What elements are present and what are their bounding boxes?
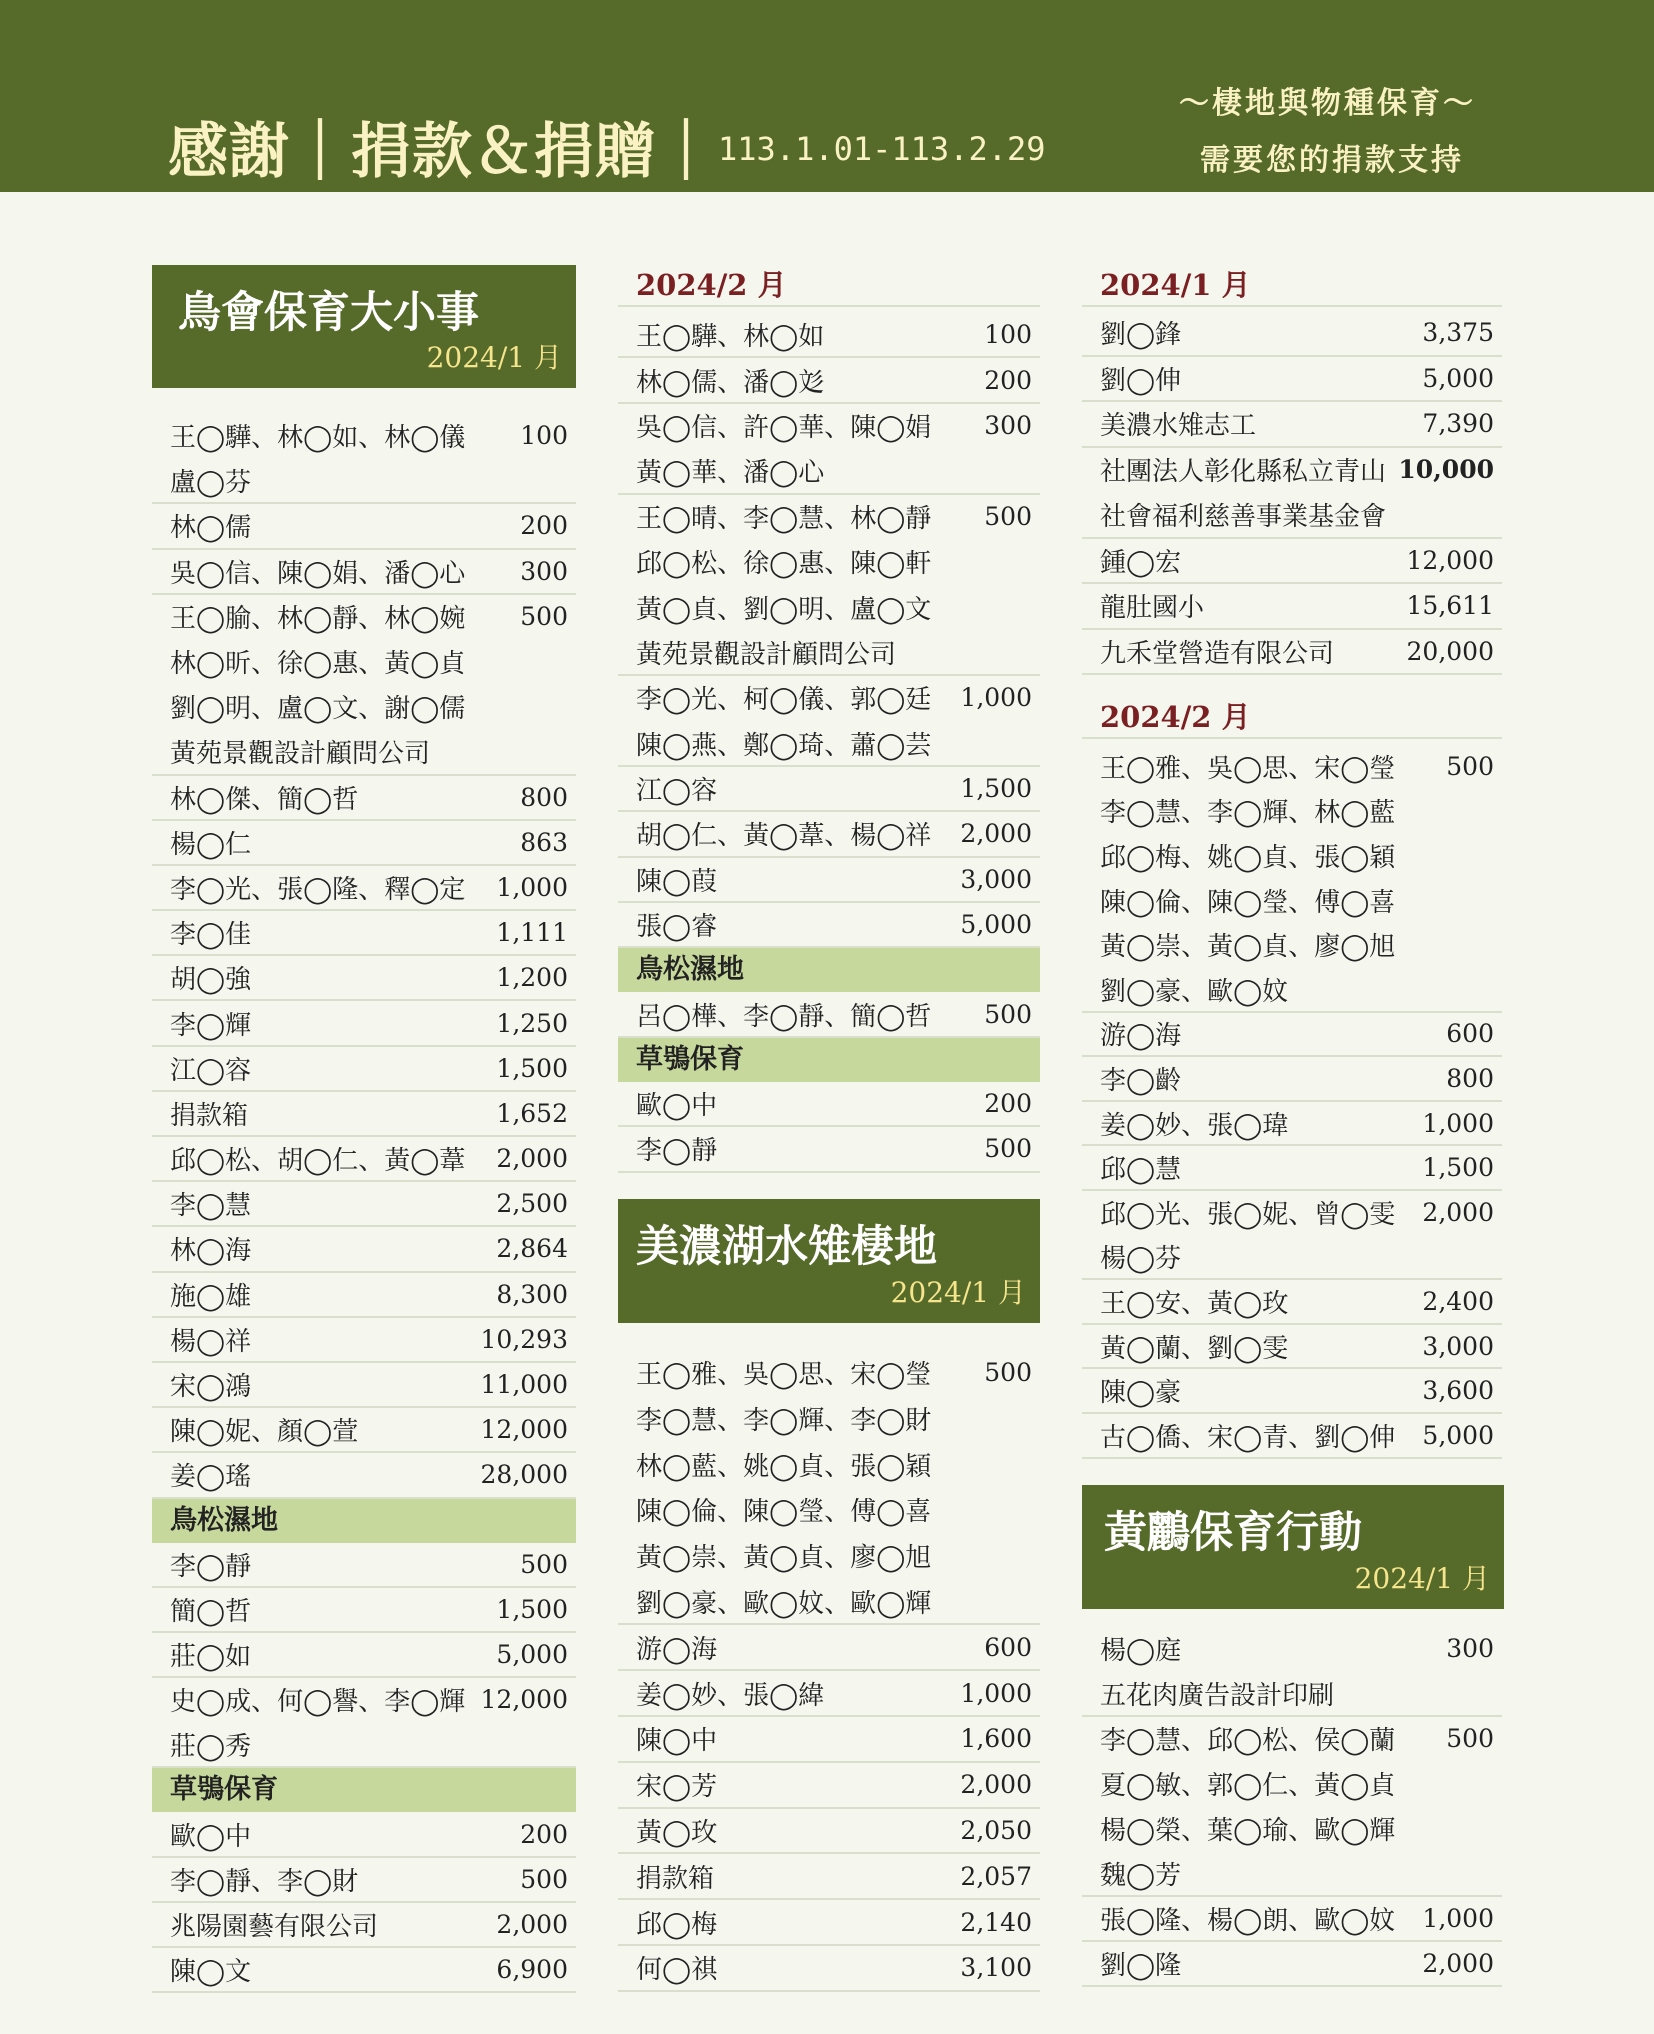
donation-amount: 2,500 [496,1189,568,1219]
donor-name: 施◯雄 [170,1281,252,1312]
donor-name: 李◯光、張◯隆、釋◯定 [170,874,466,905]
donor-row [618,358,1040,403]
donor-row [152,1723,576,1768]
donor-name: 王◯驊、林◯如、林◯儀 [170,423,466,454]
tagline-2: 需要您的捐款支持 [1200,143,1464,178]
donor-name: 李◯齡 [1100,1065,1182,1096]
donor-row [152,1092,576,1137]
donor-row [152,1903,576,1948]
donor-row [1082,1762,1502,1807]
donor-row [1082,923,1502,968]
donor-row [152,1678,576,1723]
donor-name: 林◯傑、簡◯哲 [170,784,359,815]
donation-amount: 3,000 [1422,1331,1494,1361]
donor-row [1082,1013,1502,1058]
donor-name: 呂◯樺、李◯靜、簡◯哲 [636,1001,932,1032]
donation-amount: 500 [520,1864,568,1894]
donor-row [1082,1369,1502,1414]
donor-row [618,1900,1040,1946]
donor-row [1082,1717,1502,1762]
donation-amount: 200 [984,365,1032,395]
donor-row [618,722,1040,767]
donor-name: 陳◯文 [170,1957,252,1988]
donor-row [618,585,1040,630]
donor-name: 九禾堂營造有限公司 [1100,638,1335,669]
donor-name: 李◯光、柯◯儀、郭◯廷 [636,685,932,716]
donor-name: 林◯昕、徐◯惠、黃◯貞 [170,649,466,680]
donor-name: 游◯海 [636,1634,718,1665]
donor-name: 歐◯中 [636,1091,718,1122]
section-box-title: 鳥會保育大小事 [178,288,479,338]
donation-amount: 8,300 [496,1279,568,1309]
donor-name: 魏◯芳 [1100,1860,1182,1891]
donation-amount: 1,500 [496,1594,568,1624]
donor-row [1082,1146,1502,1191]
donor-row [152,1588,576,1633]
donor-name: 王◯雅、吳◯思、宋◯瑩 [1100,753,1396,784]
donor-list [152,414,576,1499]
donor-name: 陳◯燕、鄭◯琦、蕭◯芸 [636,730,932,761]
donor-name: 古◯僑、宋◯青、劉◯伸 [1100,1422,1396,1453]
donor-row [152,1408,576,1453]
donor-name: 王◯雅、吳◯思、宋◯瑩 [636,1360,932,1391]
donor-row [152,1543,576,1588]
donation-amount: 2,050 [960,1816,1032,1845]
donor-row [1082,1414,1502,1459]
donor-row [618,1625,1040,1671]
donation-amount: 3,000 [960,864,1032,894]
donor-row [618,631,1040,676]
donor-row [152,414,576,459]
donor-name: 李◯慧、李◯輝、李◯財 [636,1405,932,1436]
donation-amount: 200 [520,1819,568,1849]
donation-amount: 1,000 [1422,1108,1494,1138]
donation-amount: 500 [984,1358,1032,1388]
month-heading: 2024/2 月 [1082,697,1502,739]
donation-amount: 5,000 [960,910,1032,940]
donor-row [1082,1942,1502,1987]
donation-amount: 500 [984,1134,1032,1164]
donor-list [152,1543,576,1769]
donor-row [1082,1852,1502,1897]
donation-amount: 1,000 [960,683,1032,713]
donor-row [1082,448,1502,494]
subsection-title: 鳥松濕地 [152,1499,576,1543]
donor-list [618,1351,1040,1992]
donor-name: 黃◯崇、黃◯貞、廖◯旭 [1100,932,1396,963]
subsection-title: 鳥松濕地 [618,948,1040,992]
donation-amount: 300 [1446,1633,1494,1663]
donor-name: 姜◯妙、張◯瑋 [1100,1110,1289,1141]
donor-row [152,956,576,1001]
donor-row [152,685,576,730]
tagline-1: ～棲地與物種保育～ [1179,86,1476,121]
donor-row [1082,493,1502,539]
donor-name: 劉◯豪、歐◯妏、歐◯輝 [636,1589,932,1620]
donation-amount: 1,000 [496,872,568,902]
subsection-title: 草鴞保育 [152,1768,576,1812]
donor-name: 李◯靜 [170,1551,252,1582]
donor-name: 捐款箱 [170,1100,249,1131]
donor-row [152,459,576,504]
donor-row [618,992,1040,1037]
donation-amount: 7,390 [1422,409,1494,439]
donor-list [618,1082,1040,1173]
donation-amount: 5,000 [1422,1420,1494,1450]
donor-row [152,1453,576,1498]
donor-row [152,1227,576,1272]
donor-name: 史◯成、何◯譽、李◯輝 [170,1687,466,1718]
donation-amount: 100 [984,320,1032,350]
donor-name: 黃◯貞、劉◯明、盧◯文 [636,594,932,625]
donor-row [152,821,576,866]
donor-name: 楊◯庭 [1100,1635,1182,1666]
donor-name: 邱◯松、徐◯惠、陳◯軒 [636,549,932,580]
page-title: 感謝｜捐款＆捐贈｜ [168,117,717,187]
donor-name: 江◯容 [170,1055,252,1086]
donation-amount: 200 [520,511,568,541]
donation-amount: 10,293 [480,1324,568,1354]
donor-row [1082,968,1502,1013]
donor-list [152,1812,576,1993]
donor-row [1082,1102,1502,1147]
donor-row [152,1318,576,1363]
donor-row [152,1948,576,1993]
donor-row [152,730,576,775]
donation-amount: 20,000 [1406,636,1494,666]
donor-name: 盧◯芬 [170,468,252,499]
donation-amount: 2,000 [960,1770,1032,1800]
donation-amount: 28,000 [480,1460,568,1490]
section-box-meinong-lake [618,1199,1040,1323]
donor-row [1082,1057,1502,1102]
donor-name: 黃◯崇、黃◯貞、廖◯旭 [636,1543,932,1574]
donation-amount: 2,000 [1422,1948,1494,1978]
donor-name: 劉◯豪、歐◯妏 [1100,976,1289,1007]
donor-row [1082,1191,1502,1236]
donor-name: 龍肚國小 [1100,593,1205,624]
donor-name: 姜◯瑤 [170,1462,252,1493]
donation-amount: 6,900 [496,1955,568,1985]
donor-name: 姜◯妙、張◯緯 [636,1680,825,1711]
donor-row [1082,745,1502,790]
donor-list [618,992,1040,1037]
donor-row [1082,834,1502,879]
donor-row [1082,1236,1502,1281]
donor-row [152,1273,576,1318]
donor-row [152,1137,576,1182]
donor-row [618,1534,1040,1580]
month-heading: 2024/2 月 [618,265,1040,307]
donation-amount: 2,000 [1422,1197,1494,1227]
donation-amount: 1,200 [496,963,568,993]
donation-amount: 500 [984,999,1032,1029]
donation-amount: 1,600 [960,1724,1032,1754]
donor-row [618,313,1040,358]
donor-row [1082,1325,1502,1370]
donor-row [152,1047,576,1092]
section-box-title: 黃鸝保育行動 [1104,1507,1362,1558]
donation-amount: 1,652 [496,1098,568,1128]
donation-amount: 12,000 [1406,545,1494,575]
donor-name: 吳◯信、陳◯娟、潘◯心 [170,558,466,589]
date-range: 113.1.01-113.2.29 [718,130,1046,168]
page-header [0,0,1654,192]
section-box-bird-society [152,265,576,388]
donor-name: 五花肉廣告設計印刷 [1100,1680,1335,1711]
donor-row [152,1363,576,1408]
donor-list [1082,745,1502,1459]
donor-list [1082,311,1502,675]
donor-name: 捐款箱 [636,1863,715,1894]
donor-name: 楊◯芬 [1100,1244,1182,1275]
donation-amount: 1,250 [496,1008,568,1038]
donor-row [152,550,576,595]
donor-name: 李◯佳 [170,920,252,951]
donor-row [618,812,1040,857]
donation-amount: 1,500 [1422,1153,1494,1183]
donor-name: 林◯儒 [170,513,252,544]
donor-row [1082,1807,1502,1852]
donor-row [618,449,1040,494]
donor-row [618,1082,1040,1127]
donation-amount: 2,864 [496,1234,568,1264]
donor-name: 劉◯伸 [1100,365,1182,396]
donor-row [618,1396,1040,1442]
donor-row [152,866,576,911]
donation-amount: 5,000 [496,1639,568,1669]
donor-row [618,1671,1040,1717]
donor-name: 邱◯慧 [1100,1155,1182,1186]
month-heading: 2024/1 月 [1082,265,1502,307]
donor-row [1082,879,1502,924]
donor-name: 社團法人彰化縣私立青山 [1100,456,1387,487]
donor-name: 歐◯中 [170,1821,252,1852]
donor-name: 楊◯仁 [170,829,252,860]
donor-name: 林◯藍、姚◯貞、張◯穎 [636,1451,932,1482]
donor-name: 陳◯妮、顏◯萱 [170,1417,359,1448]
donor-name: 邱◯梅、姚◯貞、張◯穎 [1100,842,1396,873]
donor-row [618,540,1040,585]
donor-row [152,1182,576,1227]
donor-name: 美濃水雉志工 [1100,411,1257,442]
donor-name: 吳◯信、許◯華、陳◯娟 [636,412,932,443]
donor-name: 黃◯玫 [636,1818,718,1848]
donor-row [618,1809,1040,1855]
donor-name: 黃◯華、潘◯心 [636,458,825,489]
donor-name: 黃◯蘭、劉◯雯 [1100,1333,1289,1364]
donation-amount: 12,000 [480,1415,568,1445]
donor-name: 邱◯梅 [636,1909,718,1940]
section-box-title: 美濃湖水雉棲地 [636,1221,937,1272]
donor-name: 游◯海 [1100,1021,1182,1052]
donor-name: 社會福利慈善事業基金會 [1100,502,1387,533]
donor-row [152,776,576,821]
donor-row [152,1633,576,1678]
donation-amount: 2,057 [960,1861,1032,1891]
donor-row [152,595,576,640]
donation-amount: 500 [520,601,568,631]
donor-name: 胡◯仁、黃◯葦、楊◯祥 [636,821,932,852]
donor-name: 李◯輝 [170,1010,252,1041]
donation-amount: 2,140 [960,1907,1032,1937]
donation-amount: 2,400 [1422,1286,1494,1316]
donor-name: 江◯容 [636,776,718,807]
donor-row [152,911,576,956]
donor-row [1082,1672,1502,1717]
donor-row [618,1442,1040,1488]
donor-name: 黃苑景觀設計顧問公司 [636,639,897,670]
donor-name: 王◯驊、林◯如 [636,322,825,353]
donation-amount: 100 [520,421,568,451]
donor-row [152,504,576,549]
donor-name: 李◯靜 [636,1136,718,1167]
section-box-oriole [1082,1485,1504,1609]
donor-row [1082,630,1502,676]
donor-name: 宋◯芳 [636,1772,718,1803]
donation-amount: 3,375 [1422,318,1494,348]
donor-row [1082,1897,1502,1942]
donor-row [618,404,1040,449]
section-box-date: 2024/1 月 [890,1275,1026,1309]
donor-row [1082,790,1502,835]
donor-name: 陳◯葭 [636,866,718,897]
donation-amount: 500 [520,1549,568,1579]
donor-name: 李◯慧、邱◯松、侯◯蘭 [1100,1725,1396,1756]
donor-row [1082,402,1502,448]
donor-row [618,1127,1040,1172]
donor-name: 胡◯強 [170,965,252,996]
donor-row [618,1488,1040,1534]
donor-row [618,1854,1040,1900]
donor-name: 陳◯中 [636,1726,718,1757]
donor-name: 李◯慧 [170,1191,252,1222]
donor-name: 鍾◯宏 [1100,547,1182,578]
donation-amount: 3,100 [960,1953,1032,1983]
donor-name: 王◯晴、李◯慧、林◯靜 [636,503,932,534]
donation-amount: 600 [1446,1019,1494,1049]
donor-row [1082,584,1502,630]
donor-name: 劉◯明、盧◯文、謝◯儒 [170,694,466,725]
column-1 [152,265,576,1993]
column-2 [618,265,1040,1992]
donation-amount: 200 [984,1089,1032,1119]
donor-name: 簡◯哲 [170,1596,252,1627]
donor-name: 陳◯倫、陳◯瑩、傅◯喜 [1100,887,1396,918]
donation-amount: 10,000 [1398,454,1494,484]
donation-amount: 1,000 [960,1678,1032,1708]
donation-amount: 5,000 [1422,363,1494,393]
donor-row [618,903,1040,948]
donation-amount: 2,000 [496,1144,568,1174]
donor-row [618,1717,1040,1763]
donor-name: 邱◯松、胡◯仁、黃◯葦 [170,1146,466,1177]
donation-amount: 600 [984,1632,1032,1662]
donor-name: 黃苑景觀設計顧問公司 [170,739,431,770]
donation-amount: 1,111 [496,918,568,948]
donation-amount: 1,500 [496,1053,568,1083]
donor-name: 王◯腧、林◯靜、林◯婉 [170,603,466,634]
donor-row [1082,357,1502,403]
donation-amount: 500 [1446,751,1494,781]
donor-row [1082,311,1502,357]
donor-name: 劉◯隆 [1100,1950,1182,1981]
donor-row [618,1580,1040,1626]
donation-amount: 2,000 [496,1909,568,1939]
subsection-title: 草鴞保育 [618,1038,1040,1082]
donor-row [152,640,576,685]
donor-list [1082,1627,1502,1987]
donation-amount: 300 [984,410,1032,440]
donor-name: 陳◯倫、陳◯瑩、傅◯喜 [636,1497,932,1528]
donor-list [618,313,1040,948]
donor-name: 莊◯如 [170,1641,252,1672]
donor-name: 何◯祺 [636,1955,718,1986]
donor-row [1082,1280,1502,1325]
donor-row [618,495,1040,540]
donor-name: 林◯海 [170,1236,252,1267]
donation-amount: 3,600 [1422,1376,1494,1406]
donor-row [1082,1627,1502,1672]
donor-row [618,767,1040,812]
donation-amount: 500 [1446,1723,1494,1753]
donation-amount: 1,500 [960,774,1032,804]
donor-name: 夏◯敏、郭◯仁、黃◯貞 [1100,1770,1396,1801]
donor-name: 林◯儒、潘◯彣 [636,367,825,398]
donor-row [152,1858,576,1903]
donor-name: 李◯靜、李◯財 [170,1866,359,1897]
donation-amount: 1,000 [1422,1903,1494,1933]
donor-row [618,858,1040,903]
donation-amount: 12,000 [480,1685,568,1715]
section-box-date: 2024/1 月 [426,341,562,374]
donor-row [152,1812,576,1857]
donor-row [618,676,1040,721]
donation-amount: 863 [520,827,568,857]
donation-amount: 300 [520,556,568,586]
donor-name: 莊◯秀 [170,1732,252,1763]
donor-name: 宋◯鴻 [170,1372,252,1403]
donation-amount: 2,000 [960,819,1032,849]
donor-name: 陳◯豪 [1100,1378,1182,1409]
donor-name: 張◯隆、楊◯朗、歐◯妏 [1100,1905,1396,1936]
donation-amount: 500 [984,501,1032,531]
donor-row [1082,539,1502,585]
donation-amount: 800 [1446,1063,1494,1093]
donation-amount: 11,000 [480,1370,568,1400]
donor-name: 王◯安、黃◯玫 [1100,1288,1289,1319]
section-box-date: 2024/1 月 [1354,1561,1490,1595]
column-3 [1082,265,1502,1987]
donor-name: 邱◯光、張◯妮、曾◯雯 [1100,1199,1396,1230]
donor-row [152,1001,576,1046]
donor-row [618,1351,1040,1397]
donor-name: 兆陽園藝有限公司 [170,1911,379,1942]
donor-name: 張◯睿 [636,912,718,943]
donor-name: 劉◯鋒 [1100,320,1182,351]
donation-amount: 800 [520,782,568,812]
donation-amount: 15,611 [1406,591,1494,621]
donor-row [618,1946,1040,1992]
donor-row [618,1763,1040,1809]
donor-name: 李◯慧、李◯輝、林◯藍 [1100,798,1396,829]
donor-name: 楊◯祥 [170,1326,252,1357]
donor-name: 楊◯榮、葉◯瑜、歐◯輝 [1100,1815,1396,1846]
